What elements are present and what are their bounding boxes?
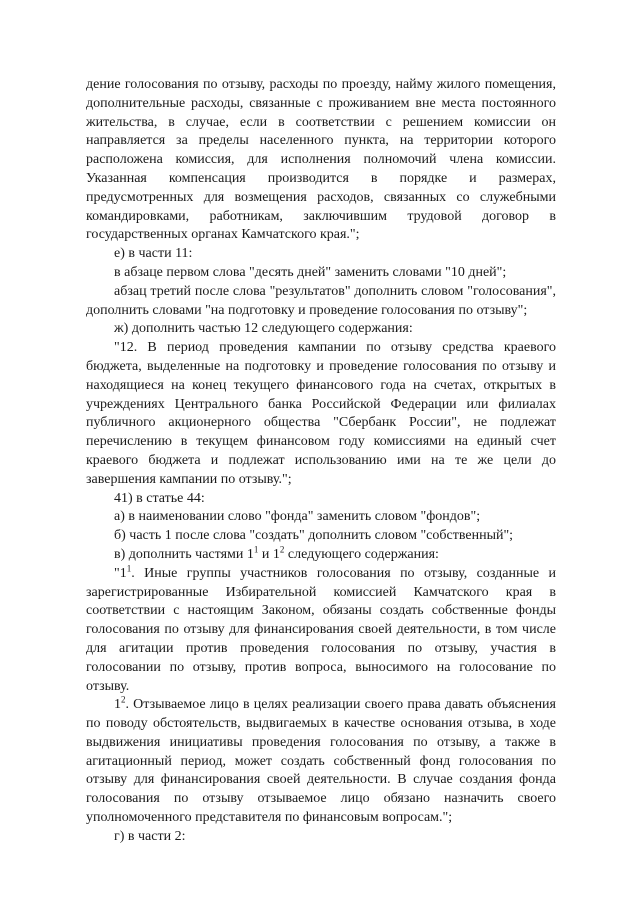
- paragraph-part-1-1: [86, 565, 556, 697]
- paragraph-first-abzac: в абзаце первом слова "десять дней" заменить словами "10 дней";: [114, 264, 507, 280]
- paragraph-part-1-2: [86, 696, 556, 828]
- paragraph-third-abzac: абзац третий после слова "результатов" дополнить словом "голосования", дополнить словами "на подготовку и проведение голосования по отзыву";: [86, 283, 556, 318]
- paragraph-item-zh: ж) дополнить частью 12 следующего содержания:: [114, 321, 413, 337]
- text-run: 1: [114, 697, 121, 713]
- text-run: . Иные группы участников голосования по отзыву, созданные и зарегистрированные Избирательной комиссией Камчатского края в соответствии с настоящим Законом, обязаны создать собственные фонды голосования по отзыву для финансирования своей деятельности, в том числе для агитации против проведения голосования по отзыву, участия в голосовании по отзыву, против вопроса, выносимого на голосование по отзыву.: [86, 565, 556, 694]
- text-run: в) дополнить частями 1: [114, 546, 254, 562]
- paragraph-part-12: "12. В период проведения кампании по отзыву средства краевого бюджета, выделенные на подготовку и проведение голосования по отзыву и находящиеся на конец текущего финансового года на счетах, открытых в учреждениях Центрального банка Российской Федерации или филиалах публичного акционерного общества "Сбербанк России", не подлежат перечислению в текущем финансовом году комиссиями на единый счет краевого бюджета и подлежат использованию ими на те же цели до завершения кампании по отзыву.";: [86, 340, 556, 487]
- paragraph-item-e: е) в части 11:: [114, 246, 193, 262]
- paragraph-item-a: а) в наименовании слово "фонда" заменить словом "фондов";: [114, 509, 481, 525]
- paragraph-continuation: дение голосования по отзыву, расходы по проезду, найму жилого помещения, дополнительные расходы, связанные с проживанием вне места постоянного жительства, в случае, если в соответствии с решением комиссии он направляется за пределы населенного пункта, на территории которого расположена комиссия, для исполнения полномочий члена комиссии. Указанная компенсация производится в порядке и размерах, предусмотренных для возмещения расходов, связанных со служебными командировками, работникам, заключившим трудовой договор в государственных органах Камчатского края.";: [86, 77, 556, 243]
- paragraph-item-g: г) в части 2:: [114, 828, 186, 844]
- paragraph-item-v: [86, 546, 556, 565]
- paragraph-item-41: 41) в статье 44:: [114, 490, 205, 506]
- text-run: и 1: [258, 546, 280, 562]
- superscript: 1: [253, 544, 259, 555]
- paragraph-item-b: б) часть 1 после слова "создать" дополнить словом "собственный";: [114, 528, 514, 544]
- text-run: . Отзываемое лицо в целях реализации своего права давать объяснения по поводу обстоятельств, выдвигаемых в качестве основания отзыва, в ходе выдвижения инициативы проведения голосования по отзыву, а также в агитационный период, может создать собственный фонд голосования по отзыву для финансирования своей деятельности. В случае создания фонда голосования по отзыву отзываемое лицо обязано назначить своего уполномоченного представителя по финансовым вопросам.";: [86, 697, 556, 826]
- text-run: "1: [114, 565, 127, 581]
- superscript: 1: [126, 563, 132, 574]
- document-body: [86, 76, 556, 847]
- superscript: 2: [121, 694, 126, 705]
- text-run: следующего содержания:: [284, 546, 439, 562]
- superscript: 2: [279, 544, 285, 555]
